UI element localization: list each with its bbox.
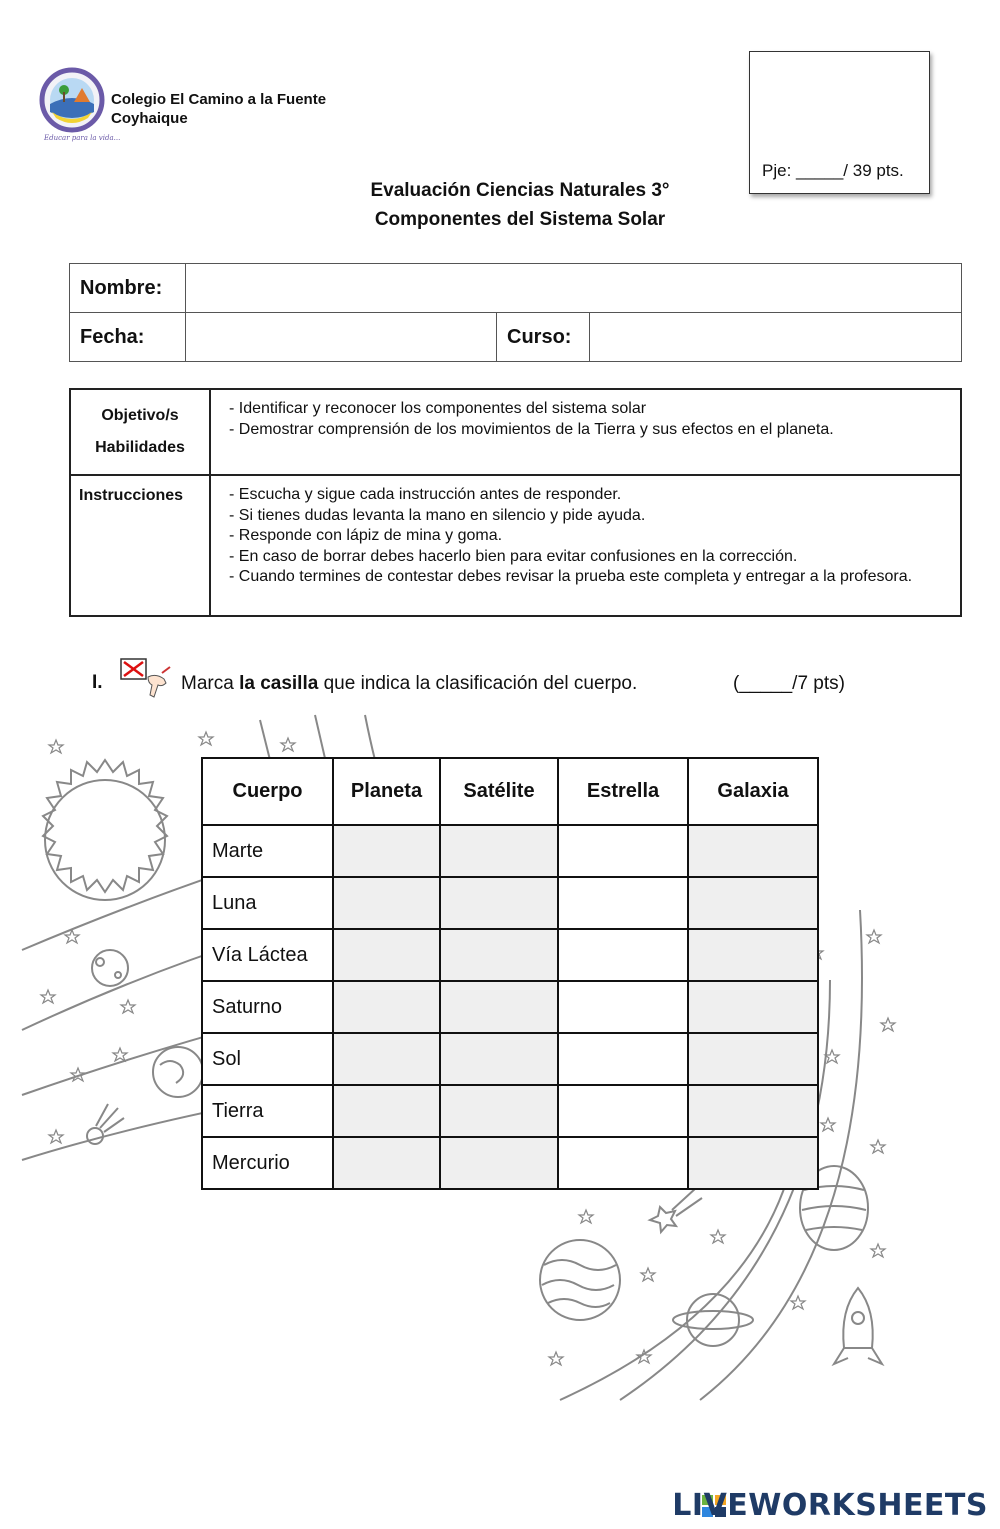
instruction-text-pre: Marca: [181, 673, 240, 694]
name-label: Nombre:: [70, 264, 186, 313]
answer-checkbox[interactable]: [440, 1033, 558, 1085]
row-label: Tierra: [202, 1085, 333, 1137]
instruction-item: - Cuando termines de contestar debes revisar la prueba este completa y entregar a la profesora.: [229, 568, 913, 585]
answer-checkbox[interactable]: [688, 877, 818, 929]
answer-checkbox[interactable]: [558, 981, 688, 1033]
sun-icon: [43, 760, 167, 900]
answer-checkbox[interactable]: [558, 825, 688, 877]
school-logo: [38, 66, 121, 144]
answer-checkbox[interactable]: [333, 1033, 440, 1085]
objectives-list: [210, 389, 961, 475]
instruction-item: - Responde con lápiz de mina y goma.: [229, 527, 503, 544]
header-planeta: Planeta: [333, 758, 440, 825]
school-name: [111, 90, 326, 128]
instruction-text-post: que indica la clasificación del cuerpo.: [318, 673, 638, 694]
objectives-table: [69, 388, 962, 617]
answer-checkbox[interactable]: [688, 929, 818, 981]
score-label: Pje: _____/ 39 pts.: [762, 161, 904, 180]
table-row: [202, 825, 818, 877]
row-label: Saturno: [202, 981, 333, 1033]
answer-checkbox[interactable]: [333, 877, 440, 929]
table-row: [202, 1137, 818, 1189]
answer-checkbox[interactable]: [440, 877, 558, 929]
section-instruction: [181, 673, 637, 695]
row-label: Luna: [202, 877, 333, 929]
instructions-list: [210, 475, 961, 616]
instruction-item: - Escucha y sigue cada instrucción antes de responder.: [229, 486, 622, 503]
header-galaxia: Galaxia: [688, 758, 818, 825]
school-line-2: Coyhaique: [111, 110, 188, 127]
logo-motto: Educar para la vida...: [44, 134, 121, 142]
objective-item: - Identificar y reconocer los componentes del sistema solar: [229, 400, 647, 417]
answer-checkbox[interactable]: [333, 825, 440, 877]
course-label: Curso:: [497, 313, 590, 362]
objective-item: - Demostrar comprensión de los movimientos de la Tierra y sus efectos en el planeta.: [229, 420, 834, 438]
answer-checkbox[interactable]: [333, 929, 440, 981]
name-field[interactable]: [186, 264, 962, 313]
score-box: [749, 51, 930, 194]
header-cuerpo: Cuerpo: [202, 758, 333, 825]
objectives-label-1: Objetivo/s: [101, 407, 179, 424]
table-row: [202, 1085, 818, 1137]
liveworksheets-brand[interactable]: LIVEWORKSHEETS: [672, 1488, 988, 1523]
classification-table: [201, 757, 819, 1190]
table-row: [202, 877, 818, 929]
instruction-item: - Si tienes dudas levanta la mano en silencio y pide ayuda.: [229, 506, 646, 524]
page-subtitle: Componentes del Sistema Solar: [374, 209, 666, 230]
instruction-text-bold: la casilla: [239, 673, 319, 694]
answer-checkbox[interactable]: [688, 1137, 818, 1189]
school-line-1: Colegio El Camino a la Fuente: [111, 91, 327, 108]
row-label: Mercurio: [202, 1137, 333, 1189]
answer-checkbox[interactable]: [688, 1085, 818, 1137]
table-row: [202, 981, 818, 1033]
table-row: [202, 1033, 818, 1085]
student-info-table: [69, 263, 962, 362]
answer-checkbox[interactable]: [333, 1137, 440, 1189]
section-roman: I.: [92, 672, 103, 693]
answer-checkbox[interactable]: [440, 1085, 558, 1137]
answer-checkbox[interactable]: [558, 1033, 688, 1085]
answer-checkbox[interactable]: [333, 981, 440, 1033]
instructions-label: Instrucciones: [70, 475, 210, 616]
objectives-label-2: Habilidades: [95, 439, 185, 456]
section-number: [92, 672, 121, 694]
section-points: (_____/7 pts): [733, 673, 845, 694]
date-field[interactable]: [186, 313, 497, 362]
answer-checkbox[interactable]: [558, 929, 688, 981]
objectives-label: [70, 389, 210, 475]
answer-checkbox[interactable]: [688, 825, 818, 877]
row-label: Vía Láctea: [202, 929, 333, 981]
answer-checkbox[interactable]: [688, 1033, 818, 1085]
page-title: Evaluación Ciencias Naturales 3°: [370, 180, 670, 201]
answer-checkbox[interactable]: [440, 929, 558, 981]
answer-checkbox[interactable]: [333, 1085, 440, 1137]
table-row: [202, 929, 818, 981]
course-field[interactable]: [590, 313, 962, 362]
answer-checkbox[interactable]: [440, 981, 558, 1033]
header-satelite: Satélite: [440, 758, 558, 825]
checkbox-mark-icon: [118, 657, 173, 701]
answer-checkbox[interactable]: [440, 1137, 558, 1189]
instruction-item: - En caso de borrar debes hacerlo bien para evitar confusiones en la corrección.: [229, 547, 798, 565]
answer-checkbox[interactable]: [688, 981, 818, 1033]
answer-checkbox[interactable]: [558, 1085, 688, 1137]
row-label: Marte: [202, 825, 333, 877]
answer-checkbox[interactable]: [440, 825, 558, 877]
date-label: Fecha:: [70, 313, 186, 362]
answer-checkbox[interactable]: [558, 1137, 688, 1189]
row-label: Sol: [202, 1033, 333, 1085]
answer-checkbox[interactable]: [558, 877, 688, 929]
table-header-row: [202, 758, 818, 825]
header-estrella: Estrella: [558, 758, 688, 825]
